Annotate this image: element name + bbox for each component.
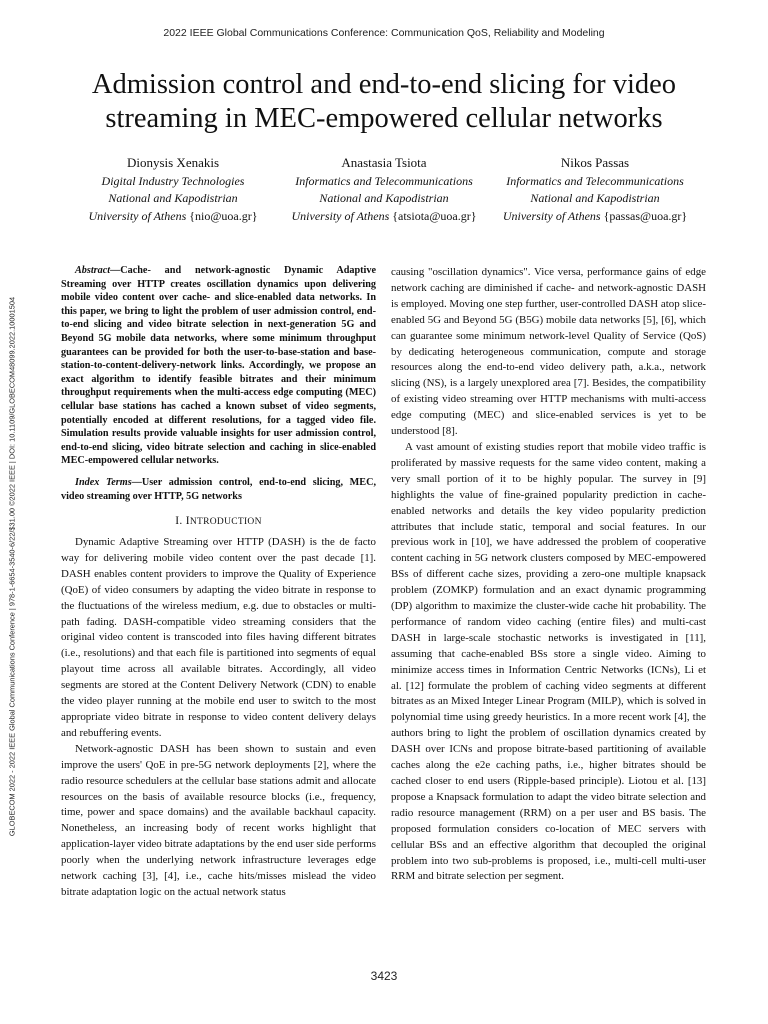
abstract [61, 264, 376, 468]
author-university: University of Athens [502, 208, 601, 223]
index-terms-text: —User admission control, end-to-end slicing, MEC, video streaming over HTTP, 5G networks [61, 476, 376, 502]
body-paragraph: causing "oscillation dynamics". Vice versa, performance gains of edge network caching are diminished if cache- and network-agnostic DASH is employed. Moving one step further, user-controlled DASH atop slice-enabled 5G and Beyond 5G (B5G) mobile data networks [5], [6], which can guarantee some minimum network-level Quality of Service (QoS) by dedicating heterogeneous communication, compute and storage resources along the end-to-end video delivery path, a.k.a., network slicing (NS), is a largely unexplored area [7]. Besides, the compatibility of existing video streaming over HTTP mechanisms with multi-access edge computing (MEC) and slice-enabled services is yet to be understood [8]. [391, 266, 706, 438]
abstract-text: —Cache- and network-agnostic Dynamic Adaptive Streaming over HTTP creates oscillation dynamics upon delivering mobile video content over cache- and slice-enabled data networks. In this paper, we bring to light the problem of user admission control, end-to-end slicing and video bitrate selection in next-generation 5G and Beyond 5G mobile data networks, where some minimum throughput guarantees can be provided for both the user-to-base-station and base-station-to-content-delivery-network links. Accordingly, we propose an exact algorithm to identify feasible bitrates and their minimum throughput requirements when the multi-access edge computing (MEC) cellular base stations has cached a known subset of video segments, potentially encoded at different resolutions, for a tagged video file. Simulation results provide valuable insights for user admission control, end-to-end slicing, video bitrate selection and caching in slice-enabled MEC-empowered cellular networks. [61, 265, 376, 467]
abstract-label: Abstract [75, 265, 111, 276]
index-terms-label: Index Terms [75, 476, 132, 488]
side-doi-note: GLOBECOM 2022 - 2022 IEEE Global Communications Conference | 978-1-6654-3540-6/22/$31.00 ©2022 IEEE | DOI: 10.1109/GLOBECOM48099.2022.10001504 [7, 296, 17, 837]
author-email: {nio@uoa.gr} [189, 208, 258, 223]
author-affiliation: Digital Industry Technologies [101, 173, 245, 188]
author-email: {passas@uoa.gr} [603, 208, 688, 223]
paper-title: Admission control and end-to-end slicing for video streaming in MEC-empowered cellular networks [91, 69, 677, 134]
body-paragraph: Network-agnostic DASH has been shown to sustain and even improve the users' QoE in pre-5G network deployments [2], where the radio resource schedulers at the cellular base stations admit and allocate resources on the basis of available resource blocks (i.e., frequency, time, power and space domains) and the available backhaul capacity. Nonetheless, an increasing body of recent works highlight that application-layer video bitrate adaptations by the end user side performs poorly when the underlying network infrastructure leverages edge network caching [3], [4], i.e., cache hits/misses mislead the video bitrate adaptation logic on the actual network status [61, 742, 376, 898]
author-name: Anastasia Tsiota [341, 155, 427, 170]
page-number: 3423 [370, 969, 398, 983]
author-affiliation: National and Kapodistrian [319, 191, 449, 205]
left-column [61, 264, 376, 901]
conference-header: 2022 IEEE Global Communications Conference: Communication QoS, Reliability and Modeling [163, 27, 605, 39]
author-affiliation: Informatics and Telecommunications [295, 173, 473, 188]
author-affiliation: Informatics and Telecommunications [506, 173, 684, 188]
author-university: University of Athens [88, 208, 187, 223]
author-affiliation: National and Kapodistrian [530, 191, 660, 205]
author-university-email [279, 208, 489, 226]
right-column [391, 265, 706, 885]
author-university: University of Athens [291, 208, 390, 223]
author-block [68, 154, 700, 225]
section-number: I. I [175, 515, 190, 528]
author-university-email [68, 208, 278, 226]
section-heading-introduction [61, 514, 376, 531]
author-name: Nikos Passas [560, 155, 630, 170]
author-email: {atsiota@uoa.gr} [392, 208, 477, 223]
body-paragraph: Dynamic Adaptive Streaming over HTTP (DASH) is the de facto way for delivering mobile video content over the past decade [1]. DASH enables content providers to improve the Quality of Experience (QoE) of video consumers by adapting the video bitrate in response to the fluctuations of the wireless medium, e.g. due to obstacles or multi-path fading. DASH-compatible video streaming considers that the original video content is transcoded into files having different bitrates (i.e., resolutions) and that each file is partitioned into segments of equal playout time across all available bitrates. Accordingly, all video segments are stored at the Content Delivery Network (CDN) to enable the video player running at the mobile end user to switch to the most appropriate video bitrate in response to video content delivery delays and rebuffering events. [61, 536, 376, 739]
section-title: NTRODUCTION [189, 517, 262, 528]
index-terms [61, 476, 376, 503]
author-university-email [490, 208, 700, 226]
author-1 [68, 154, 278, 225]
author-name: Dionysis Xenakis [126, 155, 220, 170]
author-2 [279, 154, 489, 225]
author-affiliation: National and Kapodistrian [108, 191, 238, 205]
author-3 [490, 154, 700, 225]
body-paragraph: A vast amount of existing studies report that mobile video traffic is proliferated by massive requests for the same video content, making a very small portion of it to be highly popular. The survey in [9] highlights the value of fine-grained popularity prediction in cache-enabled networks and details the key video popularity prediction attributes that include static, temporal and social features. In our previous work in [10], we have addressed the problem of cooperative content caching in 5G network clusters composed by MEC-empowered BSs of different cache sizes, providing a zero-one multiple knapsack problem (ZOMKP) formulation and an exact dynamic programming (DP) algorithm to maximize the cluster-wide cache hit probability. The performance of random video caching (entire files) and multi-cast DASH in large-scale stochastic networks is investigated in [11], assuming that cache-enabled BSs store a single video. Aiming to minimize access times in Information Centric Networks (ICNs), Li et al. [12] formulate the problem of caching video segments at different bitrates as an Mixed Integer Linear Program (MILP), which is solved in polynomial time using greedy heuristics. In a more recent work [4], the authors bring to light the problem of oscillation dynamics created by DASH over ICNs and propose bitrate-based partitioning of available caches along the e2e caching paths, i.e., higher bitrates should be cached closer to end users (Ripple-based principle). Liotou et al. [13] propose a Knapsack formulation to adapt the video bitrate selection and radio resource management (RRM) on a per user and BS basis. The proposed formulation considers co-location of MEC servers with cellular BSs and an effective algorithm that decoupled the original problem into two sub-problems is proposed, i.e., multi-cell multi-user RRM and bitrate selection per segment. [391, 440, 706, 883]
